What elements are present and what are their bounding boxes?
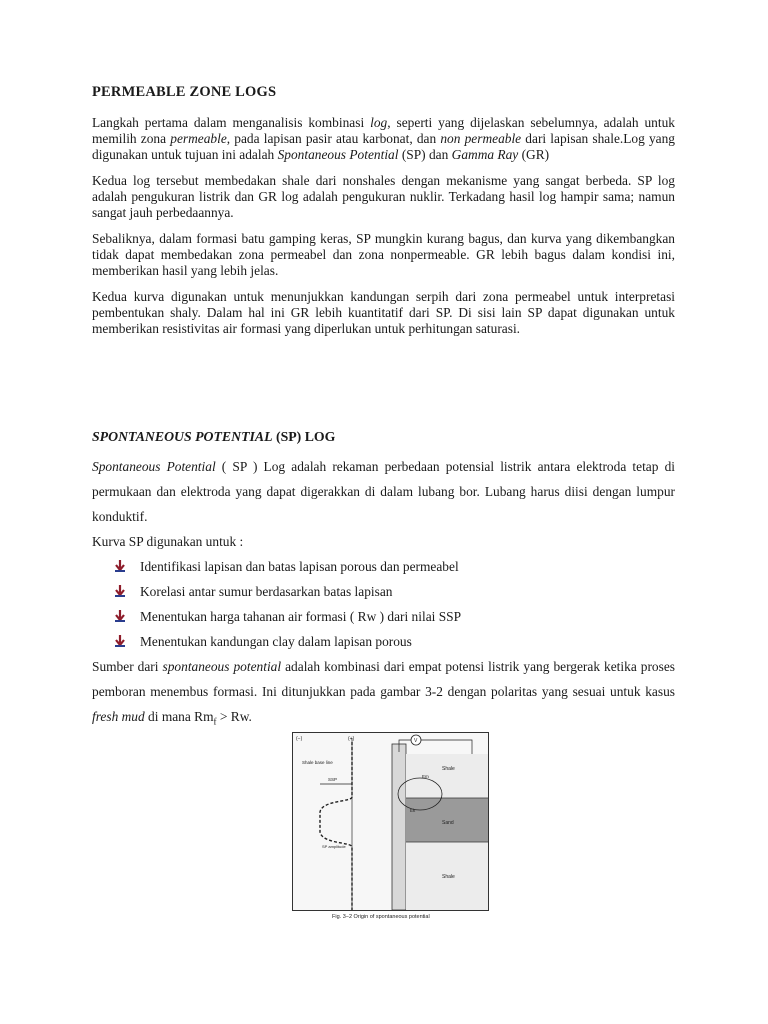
sp-section xyxy=(92,454,675,735)
arrow-bullet-icon xyxy=(114,610,126,622)
list-item: Korelasi antar sumur berdasarkan batas lapisan xyxy=(114,579,675,604)
paragraph-2: Kedua log tersebut membedakan shale dari nonshales dengan mekanisme yang sangat berbeda. SP log adalah pengukuran listrik dan GR log adalah pengukuran nuklir. Terkadang hasil log hampir sama; namun sangat jauh perbedaannya. xyxy=(92,173,675,220)
paragraph-6: Kurva SP digunakan untuk : xyxy=(92,534,244,549)
shale-top-layer xyxy=(406,754,488,798)
bullet-list xyxy=(92,554,675,654)
ek-label: Ek xyxy=(410,808,416,813)
voltmeter-label: V xyxy=(414,738,418,744)
em-label: Em xyxy=(422,774,429,779)
borehole-mud xyxy=(392,744,406,910)
figure-caption: Fig. 3−2 Origin of spontaneous potential xyxy=(332,914,430,920)
shale-top-label: Shale xyxy=(442,766,455,772)
paragraph-4: Kedua kurva digunakan untuk menunjukkan kandungan serpih dari zona permeabel untuk interpretasi pembentukan shaly. Dalam hal ini GR lebih kuantitatif dari SP. Di sisi lain SP dapat digunakan untuk memberikan resistivitas air formasi yang diperlukan untuk perhitungan saturasi. xyxy=(92,289,675,336)
ssp-label: SSP xyxy=(328,777,338,782)
minus-label: (−) xyxy=(296,736,303,742)
plus-label: (+) xyxy=(348,736,355,742)
heading-permeable-zone-logs: PERMEABLE ZONE LOGS xyxy=(92,84,277,100)
paragraph-1: Langkah pertama dalam menganalisis kombinasi log, seperti yang dijelaskan sebelumnya, adalah untuk memilih zona permeable, pada lapisan pasir atau karbonat, dan non permeable dari lapisan shale.Log yang digunakan untuk tujuan ini adalah Spontaneous Potential (SP) dan Gamma Ray (GR) xyxy=(92,115,676,162)
list-item: Identifikasi lapisan dan batas lapisan porous dan permeabel xyxy=(114,554,675,579)
list-item: Menentukan kandungan clay dalam lapisan porous xyxy=(114,629,675,654)
arrow-bullet-icon xyxy=(114,560,126,572)
paragraph-7: Sumber dari spontaneous potential adalah kombinasi dari empat potensi listrik yang bergerak ketika proses pemboran menembus formasi. Ini ditunjukkan pada gambar 3-2 dengan polaritas yang sesuai untuk kasus fresh mud di mana $Rm_f > Rw$. xyxy=(92,659,675,727)
list-item: Menentukan harga tahanan air formasi ( Rw ) dari nilai SSP xyxy=(114,604,675,629)
arrow-bullet-icon xyxy=(114,635,126,647)
sp-amplitude-label: SP amplitude xyxy=(322,844,346,849)
paragraph-3: Sebaliknya, dalam formasi batu gamping keras, SP mungkin kurang bagus, dan kurva yang dikembangkan tidak dapat membedakan zona permeabel dan zona nonpermeable. GR lebih bagus dalam kondisi ini, memberikan hasil yang lebih jelas. xyxy=(92,231,675,278)
figure-origin-of-spontaneous-potential xyxy=(292,732,489,920)
document-page xyxy=(92,84,676,920)
heading-spontaneous-potential: SPONTANEOUS POTENTIAL (SP) LOG xyxy=(92,429,336,444)
arrow-bullet-icon xyxy=(114,585,126,597)
paragraph-5: Spontaneous Potential ( SP ) Log adalah rekaman perbedaan potensial listrik antara elektroda tetap di permukaan dan elektroda yang dapat digerakkan di dalam lubang bor. Lubang harus diisi dengan lumpur konduktif. xyxy=(92,459,675,524)
shale-base-line-label: Shale base line xyxy=(302,760,333,765)
shale-bottom-label: Shale xyxy=(442,874,455,880)
sand-label: Sand xyxy=(442,820,454,826)
